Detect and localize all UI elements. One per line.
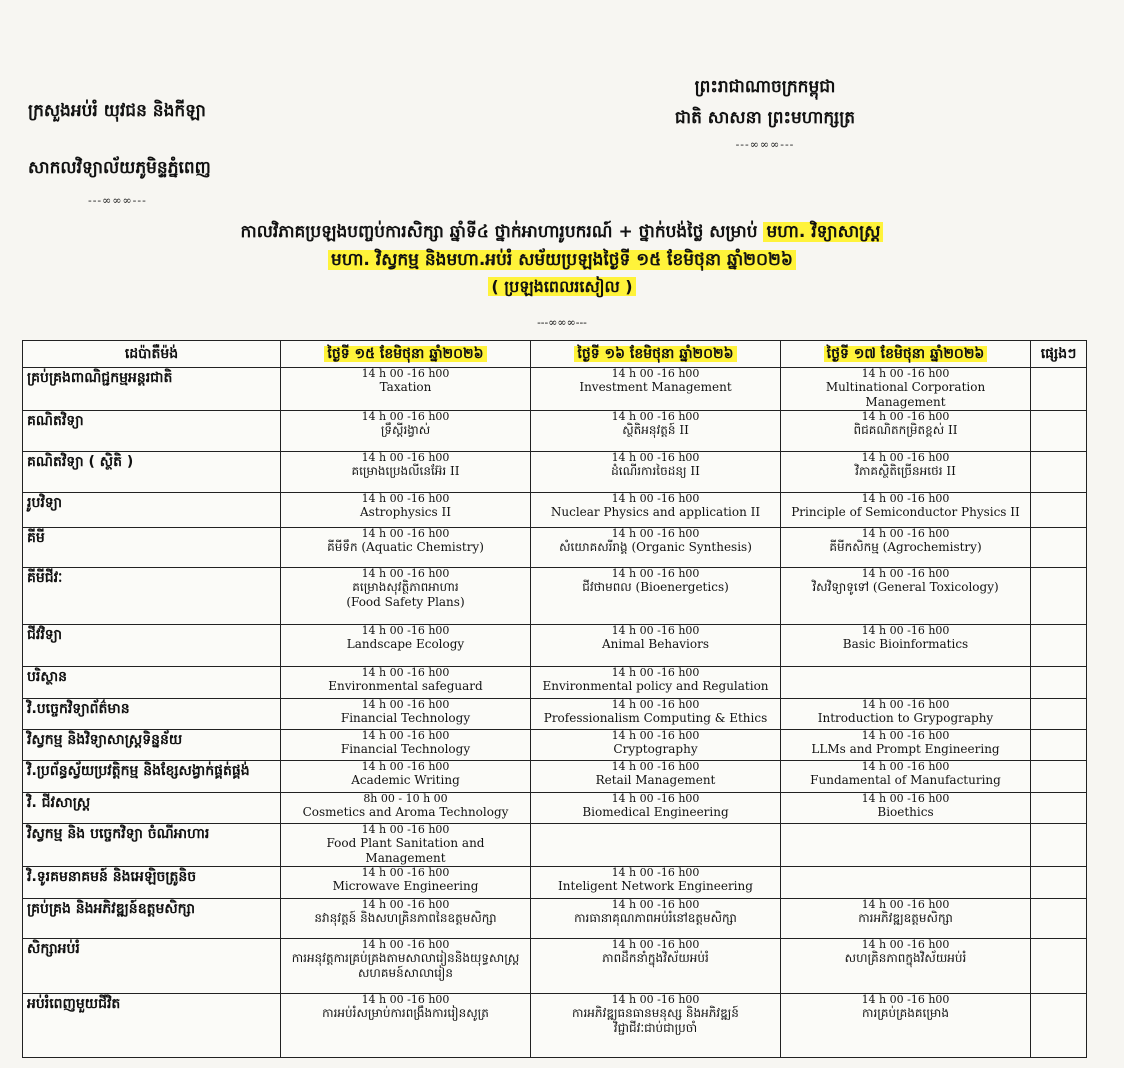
exam-subject <box>535 540 776 555</box>
exam-subject <box>785 742 1026 757</box>
exam-cell <box>281 761 531 793</box>
exam-time: 14 h 00 -16 h00 <box>611 527 700 540</box>
exam-cell <box>781 452 1031 493</box>
department-name: គណិតវិទ្យា <box>23 411 281 452</box>
ornament-divider: ---∞∞∞--- <box>735 138 795 151</box>
ornament-divider: ---∞∞∞--- <box>88 194 147 207</box>
exam-subject <box>285 580 526 610</box>
university-name: សាកលវិទ្យាល័យភូមិន្ទភ្នំពេញ <box>28 158 211 178</box>
exam-cell <box>781 824 1031 867</box>
exam-subject <box>785 540 1026 555</box>
exam-time: 14 h 00 -16 h00 <box>361 451 450 464</box>
exam-subject-line: Basic Bioinformatics <box>842 637 969 651</box>
exam-cell <box>281 994 531 1058</box>
exam-subject <box>535 464 776 479</box>
exam-cell <box>281 667 531 699</box>
exam-subject <box>785 711 1026 726</box>
exam-subject <box>535 1006 776 1036</box>
exam-subject <box>785 464 1026 479</box>
exam-subject-line: ការធានាគុណភាពអប់រំនៅឧត្តមសិក្សា <box>574 911 737 925</box>
title-line-1-highlight: មហា. វិទ្យាសាស្ត្រ <box>763 222 883 242</box>
exam-subject-line: Academic Writing <box>351 773 460 787</box>
exam-subject <box>285 1006 526 1021</box>
other-cell <box>1031 867 1087 899</box>
exam-subject-line: Introduction to Grypography <box>817 711 994 725</box>
exam-cell <box>531 867 781 899</box>
department-name: អប់រំពេញមួយជីវិត <box>23 994 281 1058</box>
exam-time: 14 h 00 -16 h00 <box>861 527 950 540</box>
exam-time: 14 h 00 -16 h00 <box>861 410 950 423</box>
exam-time: 14 h 00 -16 h00 <box>611 451 700 464</box>
exam-subject <box>535 380 776 395</box>
exam-time: 14 h 00 -16 h00 <box>861 729 950 742</box>
exam-subject-line: Principle of Semiconductor Physics II <box>791 505 1020 519</box>
exam-cell <box>531 568 781 625</box>
exam-subject-line: Nuclear Physics and application II <box>550 505 761 519</box>
exam-cell <box>781 493 1031 528</box>
exam-subject <box>785 423 1026 438</box>
other-cell <box>1031 452 1087 493</box>
exam-subject-line: ភាពដឹកនាំក្នុងវិស័យអប់រំ <box>602 951 709 965</box>
exam-time: 14 h 00 -16 h00 <box>361 898 450 911</box>
exam-subject-line: Landscape Ecology <box>346 637 465 651</box>
department-name: សិក្សាអប់រំ <box>23 939 281 994</box>
department-name: វិស្វកម្ម និងវិទ្យាសាស្ត្រទិន្នន័យ <box>23 730 281 761</box>
exam-subject <box>285 742 526 757</box>
exam-subject-line: ទ្រឹស្តីរង្វាស់ <box>380 423 431 437</box>
exam-cell <box>281 793 531 824</box>
exam-time: 14 h 00 -16 h00 <box>361 760 450 773</box>
table-row <box>23 625 1087 667</box>
national-motto: ជាតិ សាសនា ព្រះមហាក្សត្រ <box>674 108 856 128</box>
exam-subject <box>285 464 526 479</box>
title-line-3-highlight: ( ប្រឡងពេលរសៀល ) <box>488 277 635 296</box>
exam-subject-line: Retail Management <box>595 773 716 787</box>
exam-subject <box>785 380 1026 410</box>
department-name: វិ.ទូរគមនាគមន៍ និងអេឡិចត្រូនិច <box>23 867 281 899</box>
exam-cell <box>781 793 1031 824</box>
exam-subject-line: សហគមន៍សាលារៀន <box>358 966 453 980</box>
exam-time: 14 h 00 -16 h00 <box>861 792 950 805</box>
kingdom-header <box>640 76 890 151</box>
exam-time: 14 h 00 -16 h00 <box>861 492 950 505</box>
exam-schedule-table <box>22 340 1087 1058</box>
exam-subject <box>285 951 526 981</box>
exam-time: 14 h 00 -16 h00 <box>611 666 700 679</box>
exam-cell <box>281 867 531 899</box>
exam-time: 14 h 00 -16 h00 <box>861 993 950 1006</box>
exam-subject-line: ការអនុវត្តការគ្រប់គ្រងតាមសាលារៀននិងយុទ្ធសាស្ត្រ <box>291 951 520 965</box>
title-line-1 <box>0 218 1124 246</box>
exam-time: 14 h 00 -16 h00 <box>361 823 450 836</box>
exam-subject-line: សហគ្រិនភាពក្នុងវិស័យអប់រំ <box>844 951 967 965</box>
exam-subject-line: Bioethics <box>877 805 934 819</box>
ministry-name: ក្រសួងអប់រំ យុវជន និងកីឡា <box>28 101 206 121</box>
exam-time: 14 h 00 -16 h00 <box>361 367 450 380</box>
exam-subject-line: ការគ្រប់គ្រងគម្រោង <box>862 1006 949 1020</box>
exam-subject-line: វិជ្ជាជីវៈជាប់ជាប្រចាំ <box>613 1021 698 1035</box>
exam-time: 14 h 00 -16 h00 <box>611 938 700 951</box>
exam-cell <box>281 730 531 761</box>
exam-time: 14 h 00 -16 h00 <box>361 666 450 679</box>
exam-subject-line: ការអភិវឌ្ឍឧត្តមសិក្សា <box>858 911 953 925</box>
exam-subject-line: គីមីទឹក (Aquatic Chemistry) <box>327 540 484 554</box>
ministry-header <box>28 100 211 214</box>
exam-subject-line: (Food Safety Plans) <box>346 595 465 609</box>
exam-cell <box>281 899 531 939</box>
exam-cell <box>781 730 1031 761</box>
department-name: វិស្វកម្ម និង បច្ចេកវិទ្យា ចំណីអាហារ <box>23 824 281 867</box>
exam-subject <box>785 951 1026 966</box>
exam-cell <box>531 793 781 824</box>
exam-time: 14 h 00 -16 h00 <box>361 938 450 951</box>
exam-cell <box>781 568 1031 625</box>
department-name: គ្រប់គ្រងពាណិជ្ជកម្មអន្តរជាតិ <box>23 368 281 411</box>
exam-cell <box>281 411 531 452</box>
department-name: គ្រប់គ្រង និងអភិវឌ្ឍន៍ឧត្តមសិក្សា <box>23 899 281 939</box>
exam-subject-line: ដំណើរការចៃដន្យ II <box>611 464 700 478</box>
table-row <box>23 824 1087 867</box>
exam-time: 14 h 00 -16 h00 <box>861 760 950 773</box>
other-cell <box>1031 699 1087 730</box>
exam-cell <box>781 761 1031 793</box>
exam-time: 14 h 00 -16 h00 <box>611 492 700 505</box>
exam-subject <box>535 711 776 726</box>
exam-cell <box>781 528 1031 568</box>
other-cell <box>1031 493 1087 528</box>
exam-time: 14 h 00 -16 h00 <box>861 624 950 637</box>
table-row <box>23 699 1087 730</box>
exam-subject <box>785 637 1026 652</box>
exam-cell <box>531 994 781 1058</box>
table-row <box>23 411 1087 452</box>
table-row <box>23 994 1087 1058</box>
exam-time: 14 h 00 -16 h00 <box>611 567 700 580</box>
exam-time: 14 h 00 -16 h00 <box>611 410 700 423</box>
title-line-2-highlight: មហា. វិស្វកម្ម និងមហា.អប់រំ សម័យប្រឡងថ្ងៃទី ១៥ ខែមិថុនា ឆ្នាំ២០២៦ <box>328 250 796 270</box>
other-cell <box>1031 824 1087 867</box>
exam-subject <box>285 711 526 726</box>
department-name: វិ.ប្រព័ន្ធស្វ័យប្រវត្តិកម្ម និងខ្សែសង្វាក់ផ្គត់ផ្គង់ <box>23 761 281 793</box>
exam-subject-line: វិសវិទ្យាទូទៅ (General Toxicology) <box>812 580 999 594</box>
table-row <box>23 667 1087 699</box>
exam-time: 14 h 00 -16 h00 <box>611 729 700 742</box>
exam-subject <box>535 951 776 966</box>
exam-subject <box>535 679 776 694</box>
exam-time: 14 h 00 -16 h00 <box>861 367 950 380</box>
department-name: ជីវវិទ្យា <box>23 625 281 667</box>
exam-subject <box>535 879 776 894</box>
exam-subject <box>535 505 776 520</box>
exam-subject-line: ស្ថិតិអនុវត្តន៍ II <box>622 423 689 437</box>
exam-subject <box>535 742 776 757</box>
table-row <box>23 368 1087 411</box>
exam-cell <box>781 368 1031 411</box>
exam-cell <box>781 939 1031 994</box>
exam-subject <box>285 637 526 652</box>
exam-cell <box>531 939 781 994</box>
exam-time: 14 h 00 -16 h00 <box>361 492 450 505</box>
exam-time: 14 h 00 -16 h00 <box>611 898 700 911</box>
other-cell <box>1031 667 1087 699</box>
exam-cell <box>281 493 531 528</box>
table-row <box>23 867 1087 899</box>
exam-subject-line: Financial Technology <box>340 742 471 756</box>
document-title <box>0 218 1124 300</box>
exam-subject-line: នវានុវត្តន៍ និងសហគ្រិនភាពនៃឧត្តមសិក្សា <box>314 911 497 925</box>
exam-cell <box>531 824 781 867</box>
table-row <box>23 452 1087 493</box>
exam-cell <box>281 625 531 667</box>
header-day-1: ថ្ងៃទី ១៥ ខែមិថុនា ឆ្នាំ២០២៦ <box>281 341 531 368</box>
other-cell <box>1031 411 1087 452</box>
table-row <box>23 730 1087 761</box>
exam-cell <box>781 899 1031 939</box>
exam-cell <box>281 368 531 411</box>
exam-time: 14 h 00 -16 h00 <box>361 729 450 742</box>
exam-cell <box>781 699 1031 730</box>
table-row <box>23 793 1087 824</box>
header-day-3: ថ្ងៃទី ១៧ ខែមិថុនា ឆ្នាំ២០២៦ <box>781 341 1031 368</box>
kingdom-name: ព្រះរាជាណាចក្រកម្ពុជា <box>694 77 836 97</box>
exam-subject <box>285 805 526 820</box>
exam-cell <box>531 528 781 568</box>
header-department: ដេប៉ាតឺម៉ង់ <box>23 341 281 368</box>
exam-subject-line: Inteligent Network Engineering <box>558 879 753 893</box>
exam-subject-line: Multinational Corporation Management <box>825 380 986 409</box>
exam-cell <box>531 493 781 528</box>
department-name: គីមី <box>23 528 281 568</box>
exam-subject-line: Microwave Engineering <box>332 879 479 893</box>
other-cell <box>1031 368 1087 411</box>
other-cell <box>1031 793 1087 824</box>
exam-subject-line: វិភាគស្ថិតិច្រើនអថេរ II <box>855 464 956 478</box>
other-cell <box>1031 625 1087 667</box>
department-name: បរិស្ថាន <box>23 667 281 699</box>
exam-time: 14 h 00 -16 h00 <box>861 698 950 711</box>
exam-time: 14 h 00 -16 h00 <box>361 410 450 423</box>
exam-time: 14 h 00 -16 h00 <box>361 527 450 540</box>
exam-subject <box>785 911 1026 926</box>
exam-subject <box>785 580 1026 595</box>
exam-time: 14 h 00 -16 h00 <box>611 698 700 711</box>
exam-time: 14 h 00 -16 h00 <box>611 866 700 879</box>
exam-subject-line: គម្រោងសុវត្ថិភាពអាហារ <box>352 580 459 594</box>
title-line-3 <box>0 274 1124 300</box>
department-name: វិ.បច្ចេកវិទ្យាព័ត៌មាន <box>23 699 281 730</box>
exam-subject <box>285 505 526 520</box>
table-row <box>23 493 1087 528</box>
exam-subject-line: Financial Technology <box>340 711 471 725</box>
other-cell <box>1031 761 1087 793</box>
exam-subject <box>535 423 776 438</box>
exam-subject <box>535 805 776 820</box>
exam-time: 14 h 00 -16 h00 <box>361 993 450 1006</box>
table-row <box>23 528 1087 568</box>
exam-subject <box>785 805 1026 820</box>
exam-cell <box>781 994 1031 1058</box>
exam-subject-line: Investment Management <box>579 380 732 394</box>
exam-subject-line: Professionalism Computing & Ethics <box>543 711 768 725</box>
exam-subject <box>285 879 526 894</box>
exam-subject <box>285 380 526 395</box>
exam-time: 14 h 00 -16 h00 <box>611 624 700 637</box>
exam-subject <box>535 773 776 788</box>
exam-cell <box>531 730 781 761</box>
other-cell <box>1031 568 1087 625</box>
exam-subject-line: គីមីកសិកម្ម (Agrochemistry) <box>829 540 982 554</box>
exam-time: 14 h 00 -16 h00 <box>861 898 950 911</box>
exam-cell <box>281 568 531 625</box>
exam-subject-line: ជីវថាមពល (Bioenergetics) <box>582 580 729 594</box>
exam-subject-line: Fundamental of Manufacturing <box>810 773 1001 787</box>
exam-subject-line: ពិជគណិតកម្រិតខ្ពស់ II <box>853 423 958 437</box>
header-day-2: ថ្ងៃទី ១៦ ខែមិថុនា ឆ្នាំ២០២៦ <box>531 341 781 368</box>
exam-subject <box>285 836 526 866</box>
exam-subject-line: Cosmetics and Aroma Technology <box>302 805 509 819</box>
exam-time: 14 h 00 -16 h00 <box>611 760 700 773</box>
exam-cell <box>281 824 531 867</box>
exam-subject-line: Cryptography <box>613 742 698 756</box>
ornament-divider: ---∞∞∞--- <box>537 316 587 329</box>
exam-subject-line: ការអប់រំសម្រាប់ការពង្រឹងការរៀនសូត្រ <box>322 1006 489 1020</box>
exam-time: 14 h 00 -16 h00 <box>611 792 700 805</box>
table-row <box>23 899 1087 939</box>
exam-time: 14 h 00 -16 h00 <box>861 938 950 951</box>
exam-cell <box>531 667 781 699</box>
exam-subject-line: Astrophysics II <box>360 505 451 519</box>
other-cell <box>1031 730 1087 761</box>
exam-time: 14 h 00 -16 h00 <box>861 567 950 580</box>
exam-subject <box>785 505 1026 520</box>
exam-cell <box>531 699 781 730</box>
exam-subject <box>285 773 526 788</box>
exam-subject-line: Biomedical Engineering <box>582 805 729 819</box>
header-other: ផ្សេងៗ <box>1031 341 1087 368</box>
exam-subject-line: សំយោគសរីរាង្គ (Organic Synthesis) <box>559 540 752 554</box>
table-row <box>23 761 1087 793</box>
exam-subject <box>285 679 526 694</box>
exam-time: 14 h 00 -16 h00 <box>611 367 700 380</box>
exam-time: 14 h 00 -16 h00 <box>861 451 950 464</box>
other-cell <box>1031 994 1087 1058</box>
exam-time: 14 h 00 -16 h00 <box>361 624 450 637</box>
exam-time: 14 h 00 -16 h00 <box>611 993 700 1006</box>
title-line-1-text: កាលវិភាគប្រឡងបញ្ចប់ការសិក្សា ឆ្នាំទី៤ ថ្នាក់អាហារូបករណ៍ + ថ្នាក់បង់ថ្លៃ សម្រាប់ <box>240 222 758 242</box>
exam-time: 14 h 00 -16 h00 <box>361 698 450 711</box>
exam-subject <box>535 637 776 652</box>
exam-cell <box>281 699 531 730</box>
title-line-2 <box>0 246 1124 274</box>
table-row <box>23 939 1087 994</box>
table-header-row <box>23 341 1087 368</box>
exam-cell <box>531 452 781 493</box>
exam-subject-line: ការអភិវឌ្ឍធនធានមនុស្ស និងអភិវឌ្ឍន៍ <box>572 1006 739 1020</box>
exam-subject-line: Environmental policy and Regulation <box>542 679 769 693</box>
exam-cell <box>531 411 781 452</box>
exam-cell <box>531 899 781 939</box>
department-name: រូបវិទ្យា <box>23 493 281 528</box>
exam-subject-line: Taxation <box>379 380 432 394</box>
department-name: វិ. ជីវសាស្ត្រ <box>23 793 281 824</box>
exam-cell <box>531 625 781 667</box>
exam-subject-line: Food Plant Sanitation and Management <box>326 836 485 865</box>
exam-cell <box>281 528 531 568</box>
department-name: គណិតវិទ្យា ( ស្ថិតិ ) <box>23 452 281 493</box>
exam-cell <box>531 761 781 793</box>
exam-cell <box>781 411 1031 452</box>
exam-subject <box>535 580 776 595</box>
other-cell <box>1031 899 1087 939</box>
exam-subject-line: Environmental safeguard <box>328 679 483 693</box>
exam-cell <box>781 667 1031 699</box>
exam-cell <box>781 625 1031 667</box>
exam-subject <box>785 1006 1026 1021</box>
table-row <box>23 568 1087 625</box>
exam-subject <box>535 911 776 926</box>
other-cell <box>1031 939 1087 994</box>
exam-subject-line: LLMs and Prompt Engineering <box>811 742 1000 756</box>
other-cell <box>1031 528 1087 568</box>
department-name: គីមីជីវៈ <box>23 568 281 625</box>
exam-subject <box>285 911 526 926</box>
exam-cell <box>781 867 1031 899</box>
exam-cell <box>281 452 531 493</box>
exam-subject <box>285 423 526 438</box>
exam-cell <box>281 939 531 994</box>
exam-cell <box>531 368 781 411</box>
exam-time: 14 h 00 -16 h00 <box>361 567 450 580</box>
exam-subject-line: Animal Behaviors <box>602 637 709 651</box>
exam-subject-line: គម្រោងប្រេងលីនេអ៊ែរ II <box>351 464 460 478</box>
exam-time: 8h 00 - 10 h 00 <box>363 792 448 805</box>
exam-time: 14 h 00 -16 h00 <box>361 866 450 879</box>
exam-subject <box>285 540 526 555</box>
exam-subject <box>785 773 1026 788</box>
